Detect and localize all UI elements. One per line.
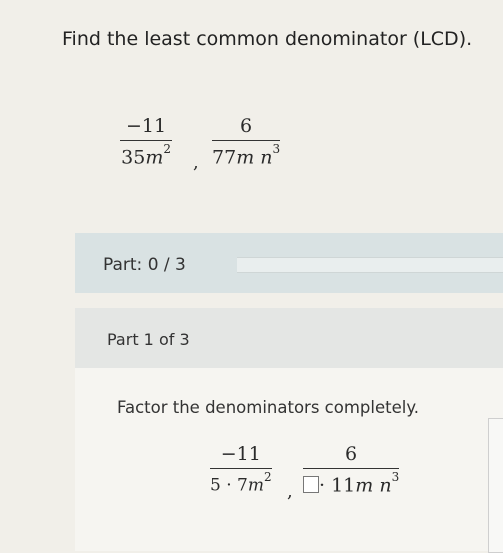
progress-banner (75, 233, 503, 293)
factored-fraction-1-numerator: −11 (210, 443, 272, 469)
problem-fraction-2 (212, 115, 280, 168)
problem-fraction-1 (120, 115, 172, 168)
factored-fraction-2-numerator: 6 (303, 443, 399, 469)
part-title: Part 1 of 3 (107, 330, 190, 349)
part-instruction: Factor the denominators completely. (117, 398, 419, 417)
fraction-1-numerator: −11 (120, 115, 172, 141)
fraction-1-denominator: $35m^2$ (121, 142, 171, 169)
fraction-2-numerator: 6 (212, 115, 280, 141)
fraction-separator: , (193, 152, 199, 173)
side-panel-edge[interactable] (488, 418, 503, 553)
fraction-2-denominator: 77m $n^3$ (212, 142, 281, 169)
factored-fraction-separator: , (287, 481, 293, 502)
factored-fraction-2-denominator: · 11m $n^3$ (303, 469, 399, 496)
answer-input-box[interactable] (303, 476, 319, 493)
factored-fraction-1-denominator: $5 \cdot 7m^2$ (210, 470, 272, 496)
question-prompt: Find the least common denominator (LCD). (62, 28, 473, 50)
factored-fraction-2 (303, 443, 399, 496)
progress-label: Part: 0 / 3 (103, 255, 186, 275)
part-header (75, 308, 503, 368)
factored-fraction-1 (210, 443, 272, 496)
progress-bar (237, 257, 503, 273)
part-body (75, 368, 503, 551)
